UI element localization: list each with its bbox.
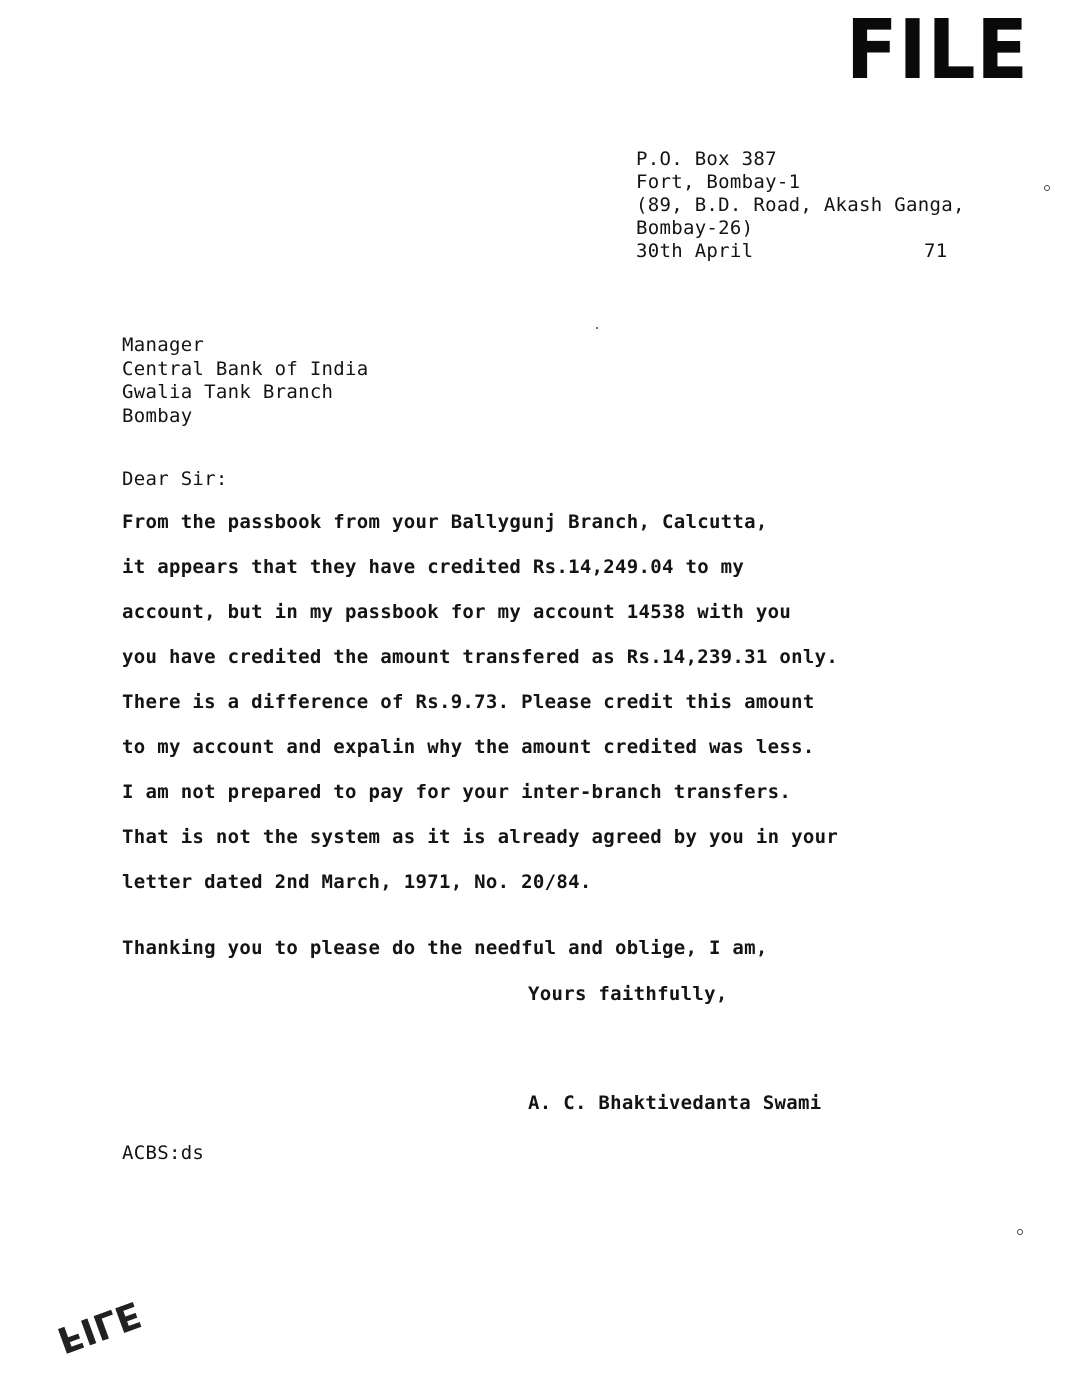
sender-address-block xyxy=(636,148,965,263)
body-line: letter dated 2nd March, 1971, No. 20/84. xyxy=(122,871,592,893)
recipient-line: Manager xyxy=(122,334,205,356)
body-line: it appears that they have credited Rs.14,249.04 to my xyxy=(122,556,745,578)
sign-off: Yours faithfully, xyxy=(528,983,728,1005)
recipient-line: Central Bank of India xyxy=(122,357,369,380)
body-line: you have credited the amount transfered as Rs.14,239.31 only. xyxy=(122,646,839,668)
letter-body xyxy=(122,508,838,913)
body-line: From the passbook from your Ballygunj Branch, Calcutta, xyxy=(122,511,768,533)
letter-date-year: 71 xyxy=(924,240,948,262)
letter-date-day-month: 30th April xyxy=(636,240,754,262)
address-line: P.O. Box 387 xyxy=(636,148,777,170)
paper-speck xyxy=(1017,1229,1023,1235)
body-line: That is not the system as it is already agreed by you in your xyxy=(122,826,839,848)
body-line: I am not prepared to pay for your inter-branch transfers. xyxy=(122,781,792,803)
reference-initials: ACBS:ds xyxy=(122,1142,205,1164)
salutation: Dear Sir: xyxy=(122,468,228,490)
address-line: Bombay-26) xyxy=(636,217,754,239)
paper-speck xyxy=(1044,185,1050,191)
recipient-address-block xyxy=(122,334,369,428)
recipient-line: Gwalia Tank Branch xyxy=(122,381,334,403)
recipient-line: Bombay xyxy=(122,404,193,427)
closing-line: Thanking you to please do the needful and oblige, I am, xyxy=(122,937,768,959)
paper-speck xyxy=(596,327,598,329)
letter-date xyxy=(636,240,965,263)
signature-name: A. C. Bhaktivedanta Swami xyxy=(528,1092,822,1114)
address-line: Fort, Bombay-1 xyxy=(636,171,801,193)
body-line: account, but in my passbook for my account 14538 with you xyxy=(122,601,792,623)
file-stamp-top: FILE xyxy=(846,3,1029,98)
address-line: (89, B.D. Road, Akash Ganga, xyxy=(636,194,965,216)
body-line: to my account and expalin why the amount credited was less. xyxy=(122,736,815,758)
body-line: There is a difference of Rs.9.73. Please credit this amount xyxy=(122,691,815,713)
file-stamp-bottom: FILE xyxy=(51,1292,147,1361)
